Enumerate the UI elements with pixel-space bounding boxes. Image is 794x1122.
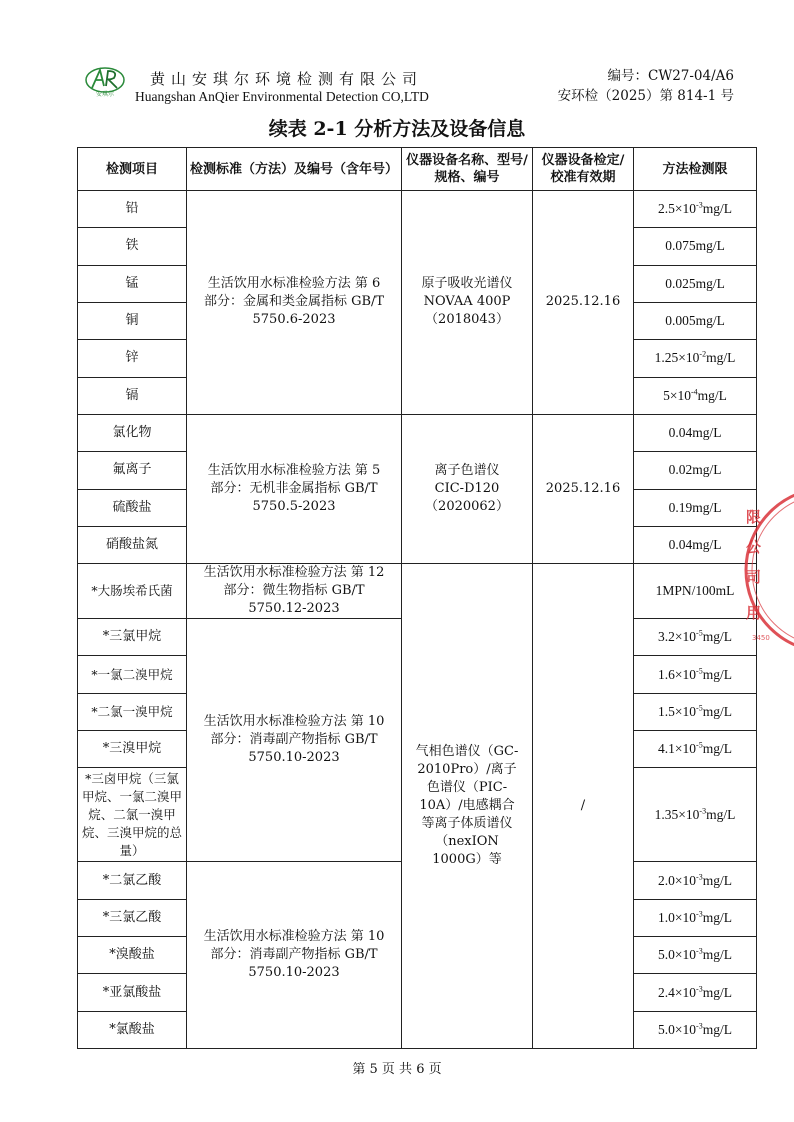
- test-standard: 生活饮用水标准检验方法 第 5 部分：无机非金属指标 GB/T 5750.5-2023: [187, 414, 402, 563]
- company-logo: [84, 66, 126, 98]
- test-item-name: 氯化物: [78, 414, 187, 451]
- svg-text:司: 司: [746, 568, 762, 586]
- test-standard: 生活饮用水标准检验方法 第 10 部分：消毒副产物指标 GB/T 5750.10-2023: [187, 619, 402, 862]
- test-item-name: *三溴甲烷: [78, 731, 187, 768]
- test-item-name: 镉: [78, 377, 187, 414]
- header-standard: 检测标准（方法）及编号（含年号）: [187, 148, 402, 191]
- detection-limit: 1MPN/100mL: [634, 564, 757, 619]
- header-validity: 仪器设备检定/校准有效期: [533, 148, 634, 191]
- page-footer: 第 5 页 共 6 页: [352, 1062, 442, 1077]
- report-number: 安环检（2025）第 814-1 号: [557, 88, 734, 104]
- test-standard: 生活饮用水标准检验方法 第 12 部分：微生物指标 GB/T 5750.12-2023: [187, 564, 402, 619]
- instrument-info: 气相色谱仪（GC-2010Pro）/离子色谱仪（PIC-10A）/电感耦合等离子体质谱仪（nexION 1000G）等: [402, 564, 533, 1049]
- test-item-name: 硝酸盐氮: [78, 526, 187, 563]
- detection-limit: 0.04mg/L: [634, 414, 757, 451]
- calibration-validity: /: [533, 564, 634, 1049]
- detection-limit: $1.25\times 10^{-2}mg/L$: [634, 340, 757, 377]
- detection-limit: $2.4\times 10^{-3}mg/L$: [634, 974, 757, 1011]
- test-item-name: 锌: [78, 340, 187, 377]
- test-item-name: 铜: [78, 302, 187, 339]
- test-item-name: 硫酸盐: [78, 489, 187, 526]
- svg-text:用: 用: [746, 604, 762, 622]
- test-item-name: 氟离子: [78, 452, 187, 489]
- detection-limit: $5.0\times 10^{-3}mg/L$: [634, 937, 757, 974]
- document-codes: [558, 66, 734, 106]
- test-standard: 生活饮用水标准检验方法 第 10 部分：消毒副产物指标 GB/T 5750.10-2023: [187, 862, 402, 1049]
- red-seal-stamp: [738, 490, 794, 650]
- test-standard: 生活饮用水标准检验方法 第 6 部分：金属和类金属指标 GB/T 5750.6-2023: [187, 191, 402, 415]
- detection-limit: 0.19mg/L: [634, 489, 757, 526]
- table-row: [78, 414, 757, 451]
- header-item: 检测项目: [78, 148, 187, 191]
- detection-limit: $1.35\times 10^{-3}mg/L$: [634, 768, 757, 862]
- detection-limit: 0.005mg/L: [634, 302, 757, 339]
- svg-text:限: 限: [746, 508, 762, 526]
- company-name-en: Huangshan AnQier Environmental Detection CO,LTD: [135, 89, 429, 104]
- test-item-name: *亚氯酸盐: [78, 974, 187, 1011]
- instrument-info: 离子色谱仪 CIC-D120 （2020062）: [402, 414, 533, 563]
- detection-limit: 0.04mg/L: [634, 526, 757, 563]
- detection-limit: 0.02mg/L: [634, 452, 757, 489]
- header-instrument: 仪器设备名称、型号/规格、编号: [402, 148, 533, 191]
- header-limit: 方法检测限: [634, 148, 757, 191]
- test-item-name: *大肠埃希氏菌: [78, 564, 187, 619]
- test-item-name: *二氯乙酸: [78, 862, 187, 899]
- detection-limit: $1.0\times 10^{-3}mg/L$: [634, 899, 757, 936]
- test-item-name: *二氯一溴甲烷: [78, 693, 187, 730]
- detection-limit: $4.1\times 10^{-5}mg/L$: [634, 731, 757, 768]
- detection-limit: $3.2\times 10^{-5}mg/L$: [634, 619, 757, 656]
- svg-text:安琪尔: 安琪尔: [95, 91, 115, 98]
- test-item-name: *三卤甲烷（三氯甲烷、一氯二溴甲烷、二氯一溴甲烷、三溴甲烷的总量）: [78, 768, 187, 862]
- detection-limit: $5.0\times 10^{-3}mg/L$: [634, 1011, 757, 1048]
- test-item-name: *三氯甲烷: [78, 619, 187, 656]
- detection-limit: 0.075mg/L: [634, 228, 757, 265]
- test-item-name: *溴酸盐: [78, 937, 187, 974]
- doc-code: 编号：CW27-04/A6: [607, 68, 734, 84]
- calibration-validity: 2025.12.16: [533, 414, 634, 563]
- table-row: [78, 564, 757, 619]
- detection-limit: $1.5\times 10^{-5}mg/L$: [634, 693, 757, 730]
- detection-limit: $2.5\times 10^{-3}mg/L$: [634, 191, 757, 228]
- detection-limit: $1.6\times 10^{-5}mg/L$: [634, 656, 757, 693]
- table-body: [78, 191, 757, 1049]
- table-row: [78, 191, 757, 228]
- table-title: 续表 2-1 分析方法及设备信息: [268, 118, 526, 140]
- table-header-row: [78, 148, 757, 191]
- test-item-name: 锰: [78, 265, 187, 302]
- instrument-info: 原子吸收光谱仪 NOVAA 400P （2018043）: [402, 191, 533, 415]
- detection-limit: $2.0\times 10^{-3}mg/L$: [634, 862, 757, 899]
- detection-limit: 0.025mg/L: [634, 265, 757, 302]
- svg-text:3450: 3450: [752, 634, 770, 642]
- company-name-cn: 黄山安琪尔环境检测有限公司: [150, 70, 424, 88]
- test-item-name: *氯酸盐: [78, 1011, 187, 1048]
- svg-text:公: 公: [746, 538, 762, 556]
- method-equipment-table: [77, 147, 757, 1049]
- test-item-name: 铁: [78, 228, 187, 265]
- detection-limit: $5\times 10^{-4}mg/L$: [634, 377, 757, 414]
- calibration-validity: 2025.12.16: [533, 191, 634, 415]
- test-item-name: 铅: [78, 191, 187, 228]
- test-item-name: *一氯二溴甲烷: [78, 656, 187, 693]
- test-item-name: *三氯乙酸: [78, 899, 187, 936]
